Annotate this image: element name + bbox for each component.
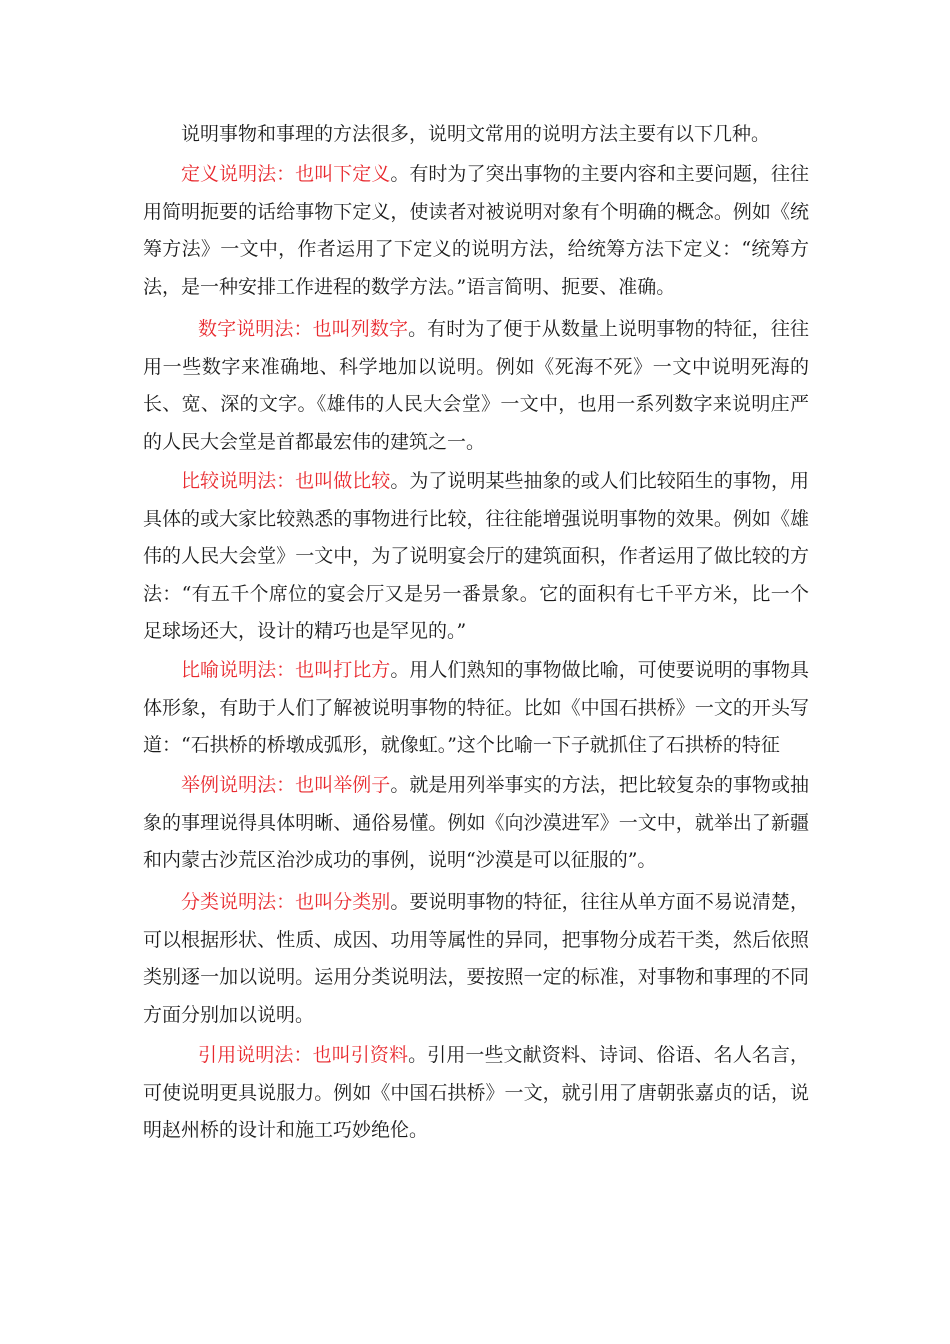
term-classification: 分类说明法：也叫分类别	[181, 891, 391, 913]
body-comparison: 。为了说明某些抽象的或人们比较陌生的事物，用具体的或大家比较熟悉的事物进行比较，往往能增强说明事物的效果。例如《雄伟的人民大会堂》一文中，为了说明宴会厅的建筑面积，作者运用了做比较的方法：“有五千个席位的宴会厅又是另一番景象。它的面积有七千平方米，比一个足球场还大，设计的精巧也是罕见的。”	[143, 470, 809, 642]
term-comparison: 比较说明法：也叫做比较	[181, 470, 391, 492]
term-analogy: 比喻说明法：也叫打比方	[181, 659, 391, 681]
body-citation: 。引用一些文献资料、诗词、俗语、名人名言，可使说明更具说服力。例如《中国石拱桥》一文，就引用了唐朝张嘉贞的话，说明赵州桥的设计和施工巧妙绝伦。	[143, 1044, 809, 1141]
body-analogy: 。用人们熟知的事物做比喻，可使要说明的事物具体形象，有助于人们了解被说明事物的特征。比如《中国石拱桥》一文的开头写道：“石拱桥的桥墩成弧形，就像虹。”这个比喻一下子就抓住了石拱桥的特征	[143, 659, 809, 756]
body-definition: 。有时为了突出事物的主要内容和主要问题，往往用简明扼要的话给事物下定义，使读者对被说明对象有个明确的概念。例如《统筹方法》一文中，作者运用了下定义的说明方法，给统筹方法下定义：“统筹方法，是一种安排工作进程的数学方法。”语言简明、扼要、准确。	[143, 163, 809, 298]
body-classification: 。要说明事物的特征，往往从单方面不易说清楚，可以根据形状、性质、成因、功用等属性的异同，把事物分成若干类，然后依照类别逐一加以说明。运用分类说明法，要按照一定的标准，对事物和事理的不同方面分别加以说明。	[143, 891, 809, 1026]
paragraph-comparison	[143, 463, 809, 651]
term-definition: 定义说明法：也叫下定义	[181, 163, 391, 185]
term-example: 举例说明法：也叫举例子	[181, 774, 391, 796]
paragraph-analogy	[143, 652, 809, 765]
paragraph-numbers	[143, 311, 809, 461]
term-numbers: 数字说明法：也叫列数字	[198, 318, 409, 340]
term-citation: 引用说明法：也叫引资料	[198, 1044, 409, 1066]
intro-text: 说明事物和事理的方法很多，说明文常用的说明方法主要有以下几种。	[181, 123, 771, 145]
paragraph-citation	[143, 1037, 809, 1150]
paragraph-example	[143, 767, 809, 880]
paragraph-definition	[143, 156, 809, 306]
body-example: 。就是用列举事实的方法，把比较复杂的事物或抽象的事理说得具体明晰、通俗易懂。例如《向沙漠进军》一文中，就举出了新疆和内蒙古沙荒区治沙成功的事例，说明“沙漠是可以征服的”。	[143, 774, 809, 871]
body-numbers: 。有时为了便于从数量上说明事物的特征，往往用一些数字来准确地、科学地加以说明。例如《死海不死》一文中说明死海的长、宽、深的文字。《雄伟的人民大会堂》一文中，也用一系列数字来说明庄严的人民大会堂是首都最宏伟的建筑之一。	[143, 318, 809, 453]
paragraph-classification	[143, 884, 809, 1034]
intro-paragraph	[143, 116, 809, 154]
